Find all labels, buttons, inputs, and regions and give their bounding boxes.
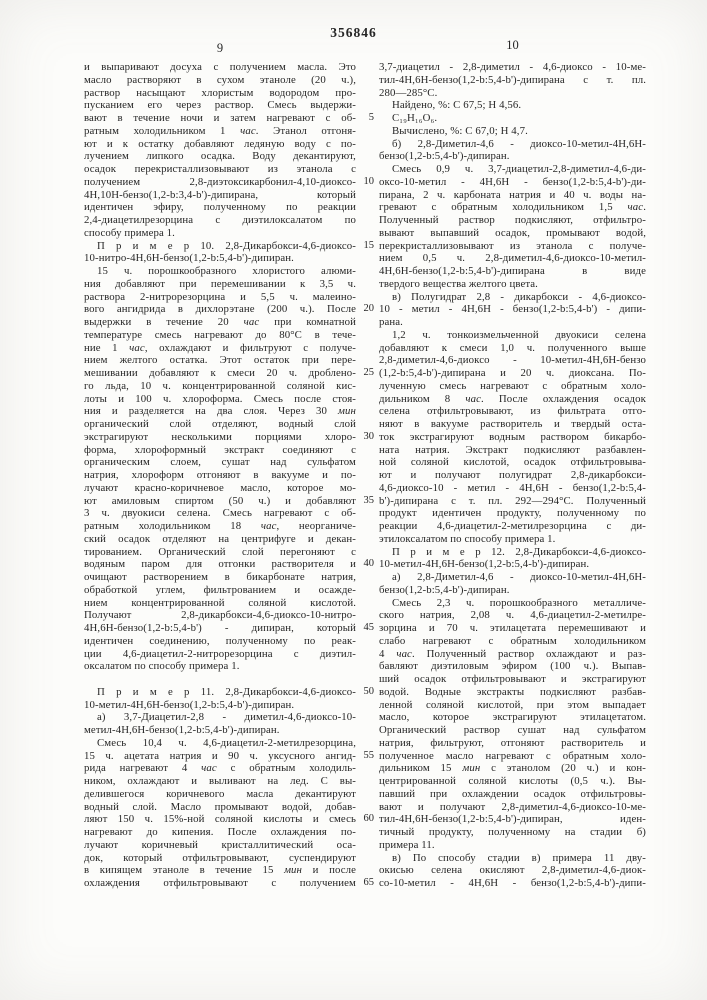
blank-line [84,673,356,686]
text-line: форма, хлороформный экстракт соединяют с [84,443,356,456]
text-line: док, который отфильтровывают, суспендируют [84,851,356,864]
text-line: Найдено, %: С 67,5; Н 4,56. [392,99,522,112]
text-line: Смесь 2,3 ч. порошкообразного металличе- [392,596,646,609]
margin-line-number: 50 [363,685,374,697]
text-line: 10 - метил - 4Н,6Н - бензо(1,2-b:5,4-b') - дипи- [379,303,646,316]
text-line: добавляют к смеси 1,0 ч. полученного выше [379,341,646,354]
text-line: выдержки в течение 20 час при комнатной [84,316,356,328]
text-line: масло растворяют в сухом этаноле (20 ч.), [84,73,356,86]
text-line: масло, которое экстрагируют этилацетатом. [379,711,646,724]
text-line: пусканием его через раствор. Смесь выдержи- [84,99,356,112]
text-line: Смесь 10,4 ч. 4,6-диацетил-2-метилрезорцина, [97,736,356,749]
text-line: пирана, 2 ч. карбоната натрия и 40 ч. воды на- [379,188,646,201]
text-line: тил-4Н,6Н-бензо(1,2-b:5,4-b')-дипирана с т. пл. [379,73,646,86]
text-line: 15 ч. порошкообразного хлористого алюми- [97,265,356,277]
text-line: окисью селена окисляют 2,8-диметил-4,6-диок- [379,864,646,877]
text-line: ший осадок отфильтровывают и экстрагируют [379,673,646,685]
text-line: в) Полугидрат 2,8 - дикарбокси - 4,6-диоксо- [392,290,646,303]
text-line: b')-дипирана с т. пл. 292—294°С. Полученный [379,494,646,507]
text-line: няют в вакууме растворитель и твердый оста- [379,418,646,430]
text-line: натрия, хлороформ отгоняют в вакууме и по- [84,469,356,481]
text-line: очищают растворением в бикарбонате натрия, [84,571,356,583]
text-line: 4 час. Полученный раствор охлаждают и раз- [379,647,646,660]
text-line: реакции 4,6-диацетил-2-метилрезорцина с ди- [379,520,646,532]
text-line: метил-4Н,6Н-бензо(1,2-b:5,4-b')-дипиран. [84,724,280,736]
text-line: ния и разделяется на два слоя. Через 30 мин [84,405,356,418]
text-line: ратным холодильником 18 час, неорганиче- [84,520,356,532]
text-column-left [84,61,356,890]
text-line: оксо-10-метил - 4Н,6Н - бензо(1,2-b:5,4-b')-ди- [379,175,646,188]
text-line: П р и м е р 10. 2,8-Дикарбокси-4,6-диоксо- [97,239,356,252]
text-line: водный слой. Масло промывают водой, добав- [84,800,356,813]
text-line: б) 2,8-Диметил-4,6 - диоксо-10-метил-4Н,6Н- [392,137,646,150]
text-line: 3 ч. двуокиси селена. Смесь нагревают с об- [84,507,356,520]
text-line: бензо(1,2-b:5,4-b')-дипиран. [379,583,510,596]
text-line: слабо нагревают с обратным холодильником [379,634,646,647]
text-line: вого ангидрида в дихлорэтане (200 ч.). После [84,303,356,316]
text-line: экстрагируют несколькими порциями хлоро- [84,430,356,443]
margin-line-number: 15 [363,239,374,251]
text-line: С₁₉Н₁₆О₆. [392,112,438,124]
text-line: а) 2,8-Диметил-4,6 - диоксо-10-метил-4Н,6Н- [392,571,646,583]
text-line: мешивании добавляют к смеси 20 ч. дроблено- [84,367,356,379]
text-line: примера 11. [379,838,435,851]
text-line: ют и получают полугидрат 2,8-дикарбокси- [379,469,646,481]
patent-number: 356846 [330,25,377,40]
text-line: ником, охлаждают и выливают на лед. С вы- [84,775,356,787]
text-line: тил-4Н,6Н-бензо(1,2-b:5,4-b')-дипиран, иден- [379,813,646,826]
margin-line-number: 25 [363,367,374,378]
page-number-right: 10 [506,38,519,52]
text-line: тированием. Органический слой перегоняют с [84,545,356,558]
text-line: Вычислено, %: С 67,0; Н 4,7. [392,124,528,137]
margin-line-number: 35 [363,494,374,506]
text-line: 2,4-диацетилрезорцина с диэтилоксалатом по [84,214,356,226]
text-line: ции 4,6-диацетил-2-нитрорезорцина с диэтил- [84,647,356,660]
text-line: и выпаривают досуха с получением масла. Это [84,61,356,73]
text-line: со-10-метил - 4Н,6Н - бензо(1,2-b:5,4-b')-дипи- [379,877,646,889]
text-line: 3,7-диацетил - 2,8-диметил - 4,6-диоксо - 10-ме- [379,61,646,73]
text-line: этилоксалатом по способу примера 1. [379,532,556,545]
text-line: идентичен эфиру, полученному по реакции [84,201,356,214]
text-line: го льда, 10 ч. концентрированной соляной кис- [84,379,356,392]
text-line: раствор насыщают хлористым водородом про- [84,86,356,99]
text-line: дильником 15 мин с этанолом (20 ч.) и кон- [379,762,646,775]
text-line: ной соляной кислотой, осадок отфильтровыва- [379,456,646,469]
margin-line-number: 65 [363,877,374,888]
text-line: вывают выпавший осадок, промывают водой, [379,226,646,239]
text-line: твердого вещества желтого цвета. [379,277,538,290]
text-line: нием концентрированной соляной кислотой. [84,596,356,609]
text-line: зорцина и 70 ч. этилацетата перемешивают и [379,622,646,634]
text-line: делившегося коричневого масла декантируют [84,787,356,800]
text-line: 4Н,10Н-бензо(1,2-b:3,4-b')-дипирана, который [84,188,356,201]
text-line: ние 1 час, охлаждают и фильтруют с получе- [84,341,356,354]
text-line: 1,2 ч. тонкоизмельченной двуокиси селена [392,328,646,341]
text-line: вают и получают 2,8-диметил-4,6-диоксо-10-ме- [379,800,646,813]
text-line: ток экстрагируют водным раствором бикарбо- [379,430,646,443]
text-line: водой. Водные экстракты подкисляют разбав- [379,685,646,698]
margin-line-number: 60 [363,813,374,825]
text-line: вают в течение ночи и затем нагревают с об- [84,112,356,124]
text-line: тичный продукту, полученному на стадии б) [379,826,646,838]
text-line: органический слой отделяют, водный слой [84,418,356,430]
text-line: ский осадок отделяют на центрифуге и декан- [84,532,356,545]
text-line: П р и м е р 12. 2,8-Дикарбокси-4,6-диоксо- [392,545,646,558]
text-line: рана. [379,316,403,328]
text-line: 4Н,6Н-бензо(1,2-b:5,4-b')-дипирана в виде [379,265,646,277]
text-line: лучением липкого осадка. Воду декантируют, [84,150,356,163]
text-line: селена отфильтровывают, из фильтрата отго- [379,405,646,418]
text-line: рида нагревают 4 час с обратным холодиль- [84,762,356,775]
text-line: органическим слоем, сушат над сульфатом [84,456,356,469]
text-line: ната натрия. Экстракт подкисляют разбавлен- [379,443,646,456]
text-line: лучают коричневый кристаллитический оса- [84,838,356,851]
text-line: ского натрия, 2,08 ч. 4,6-диацетил-2-метилре- [379,609,646,622]
text-line: 4,6-диоксо-10 - метил - 4Н,6Н - бензо(1,2-b:5,4- [379,481,646,494]
text-line: натрия, фильтруют, отгоняют растворитель и [379,736,646,749]
text-line: лоты и 100 ч. хлороформа. Смесь после стоя- [84,392,356,405]
text-column-right [379,61,646,890]
text-line: лучают красно-коричневое масло, которое мо- [84,481,356,494]
text-line: (1,2-b:5,4-b')-дипирана и 20 ч. диоксана. По- [379,367,646,379]
text-line: перекристаллизовывают из этанола с получе- [379,239,646,252]
page-number-left: 9 [216,41,224,55]
text-line: лученную смесь нагревают с обратным холо- [379,379,646,392]
text-line: 280—285°С. [379,86,438,99]
text-line: дильником 8 час. После охлаждения осадок [379,392,646,405]
text-line: обработкой углем, фильтрованием и осажде- [84,583,356,596]
text-line: идентичен соединению, полученному по реак- [84,634,356,647]
margin-line-number: 55 [363,749,374,761]
text-line: ратным холодильником 1 час. Этанол отгоня- [84,124,356,137]
text-line: способу примера 1. [84,226,175,239]
margin-line-number: 30 [363,430,374,442]
text-line: 4Н,6Н-бензо(1,2-b:5,4-b') - дипиран, который [84,622,356,634]
text-line: ют амиловым спиртом (50 ч.) и добавляют [84,494,356,507]
text-line: полученное масло нагревают с обратным холо- [379,749,646,762]
text-line: оксалатом по способу примера 1. [84,660,240,673]
text-line: в) По способу стадии в) примера 11 дву- [392,851,646,864]
text-line: нием желтого остатка. Этот остаток при пере- [84,354,356,367]
text-line: ленной соляной кислотой, при этом выпадает [379,698,646,711]
text-line: бензо(1,2-b:5,4-b')-дипиран. [379,150,510,163]
text-line: ляют 150 ч. 15%-ной соляной кислоты и смесь [84,813,356,826]
text-line: центрированной соляной кислоты (0,5 ч.). Вы- [379,775,646,787]
text-line: Смесь 0,9 ч. 3,7-диацетил-2,8-диметил-4,6-ди- [392,163,646,175]
text-line: Органический раствор сушат над сульфатом [379,724,646,736]
text-line: нием 0,5 ч. 2,8-диметил-4,6-диоксо-10-метил- [379,252,646,265]
text-line: 10-метил-4Н,6Н-бензо(1,2-b:5,4-b')-дипиран. [379,558,590,571]
text-line: продукт идентичен продукту, полученному по [379,507,646,520]
text-line: 10-нитро-4Н,6Н-бензо(1,2-b:5,4-b')-дипиран. [84,252,294,265]
margin-line-number: 45 [363,622,374,633]
text-line: в кипящем этаноле в течение 15 мин и после [84,864,356,877]
text-line: нагревают до кипения. После охлаждения по- [84,826,356,838]
text-line: охлаждения отфильтровывают с получением [84,877,356,889]
margin-line-number: 20 [363,303,374,315]
text-line: водяным паром для отгонки растворителя и [84,558,356,571]
text-line: Полученный раствор подкисляют, отфильтро- [379,214,646,226]
text-line: температуре смесь нагревают до 80°С в тече- [84,328,356,341]
text-line: 10-метил-4Н,6Н-бензо(1,2-b:5,4-b')-дипиран. [84,698,295,711]
text-line: раствора 2-нитрорезорцина и 5,5 ч. малеино- [84,290,356,303]
text-line: гревают с обратным холодильником 1,5 час. [379,201,646,214]
text-line: получением 2,8-диэтоксикарбонил-4,10-диоксо- [84,175,356,188]
margin-line-number: 10 [363,175,374,187]
text-line: 2,8-диметил-4,6-диоксо - 10-метил-4Н,6Н-бензо [379,354,646,367]
text-line: павший при охлаждении осадок отфильтровы- [379,787,646,800]
text-line: осадок перекристаллизовывают из этанола с [84,163,356,175]
margin-line-number: 40 [363,558,374,570]
text-line: Получают 2,8-дикарбокси-4,6-диоксо-10-нитро- [84,609,356,622]
text-line: ют и к остатку добавляют ледяную воду с по- [84,137,356,150]
text-line: 15 ч. ацетата натрия и 90 ч. уксусного ангид- [84,749,356,762]
text-line: ния добавляют при перемешивании к 3,5 ч. [84,277,356,290]
margin-line-number: 5 [368,112,374,123]
text-line: П р и м е р 11. 2,8-Дикарбокси-4,6-диоксо- [97,685,356,698]
text-line: бавляют диэтиловым эфиром (100 ч.). Выпав- [379,660,646,673]
text-line: а) 3,7-Диацетил-2,8 - диметил-4,6-диоксо-10- [97,711,356,724]
